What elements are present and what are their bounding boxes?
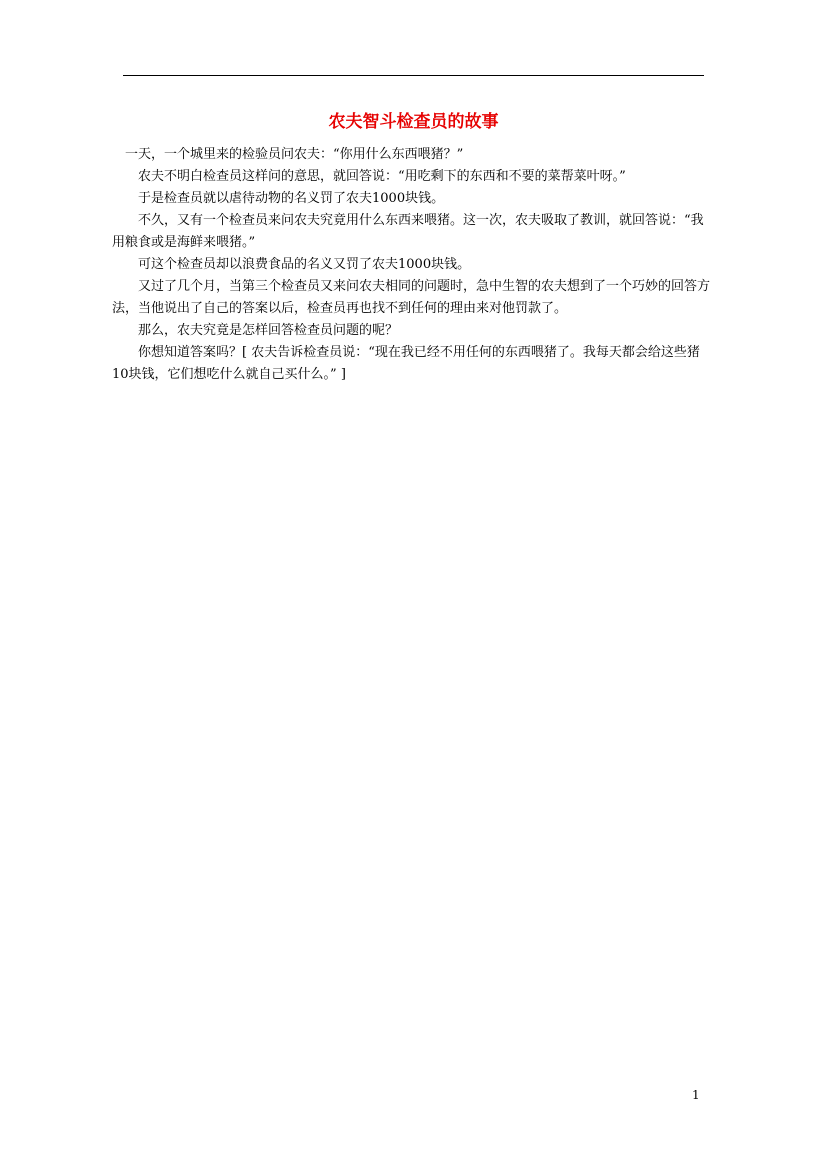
paragraph-2: 农夫不明白检查员这样问的意思，就回答说：“用吃剩下的东西和不要的菜帮菜叶呀。” [138,169,626,184]
paragraph-4: 不久，又有一个检查员来问农夫究竟用什么东西来喂猪。这一次，农夫吸取了教训，就回答说：“我用粮食或是海鲜来喂猪。” [112,213,704,250]
paragraph-7: 那么，农夫究竟是怎样回答检查员问题的呢？ [138,323,399,338]
paragraph-5: 可这个检查员却以浪费食品的名义又罚了农夫1000块钱。 [138,257,471,272]
page-title: 农夫智斗检查员的故事 [328,112,499,132]
paragraph-1: 一天，一个城里来的检验员问农夫：“你用什么东西喂猪？” [125,147,464,162]
paragraph-6: 又过了几个月，当第三个检查员又来问农夫相同的问题时，急中生智的农夫想到了一个巧妙的回答方法，当他说出了自己的答案以后，检查员再也找不到任何的理由来对他罚款了。 [112,279,711,316]
body-text [112,144,715,386]
paragraph-8: 你想知道答案吗？[ 农夫告诉检查员说：“现在我已经不用任何的东西喂猪了。我每天都会给这些猪10块钱，它们想吃什么就自己买什么。” ] [112,345,700,382]
paragraph-3: 于是检查员就以虐待动物的名义罚了农夫1000块钱。 [138,191,445,206]
page-number: 1 [692,1088,700,1102]
header-rule [123,75,704,76]
